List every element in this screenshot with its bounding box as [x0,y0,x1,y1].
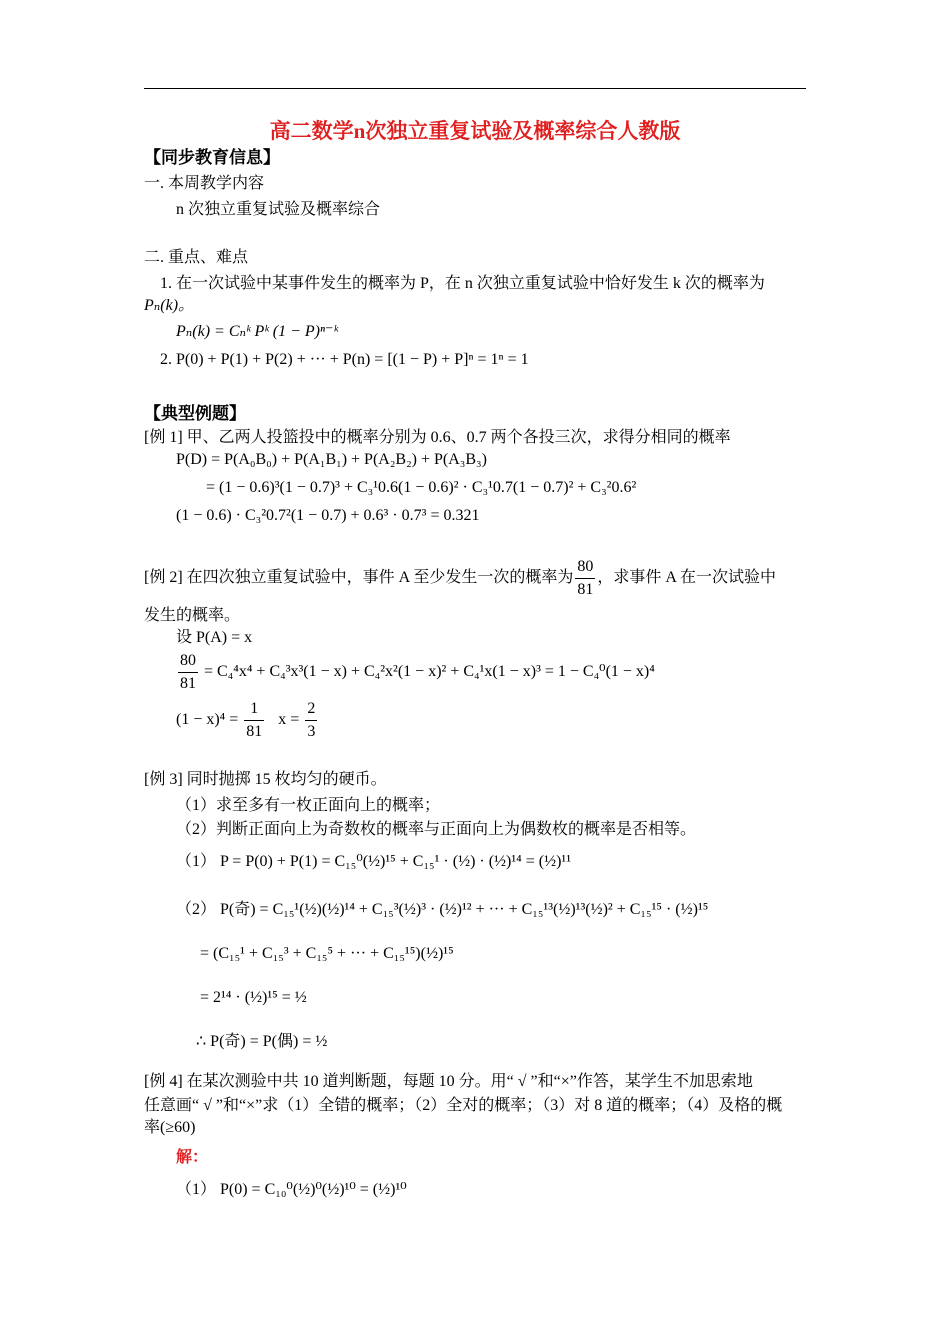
example-4-line-3: 率(≥60) [144,1119,196,1136]
section-heading-info: 【同步教育信息】 [144,148,280,167]
example-3-conclusion: ∴ P(奇) = P(偶) = ½ [196,1033,328,1050]
example-2-expansion: = C₄⁴x⁴ + C₄³x³(1 − x) + C₄²x²(1 − x)² + C₄¹x(1 − x)³ = 1 − C₄⁰(1 − x)⁴ [204,663,655,681]
formula-binomial: Pₙ(k) = Cₙᵏ Pᵏ (1 − P)ⁿ⁻ᵏ [176,323,338,340]
fraction-denominator: 81 [246,723,263,740]
fraction-denominator: 81 [180,675,196,692]
point-1-symbol: Pₙ(k)。 [144,297,195,314]
point-1-text: 1. 在一次试验中某事件发生的概率为 P，在 n 次独立重复试验中恰好发生 k 次的概率为 [160,275,765,292]
example-4-answer-1: （1） P(0) = C₁₀⁰(½)⁰(½)¹⁰ = (½)¹⁰ [176,1181,407,1198]
fraction-numerator: 2 [305,698,317,721]
example-3-q1: （1）求至多有一枚正面向上的概率； [176,797,441,814]
fraction [178,650,198,695]
example-1-question: [例 1] 甲、乙两人投篮投中的概率分别为 0.6、0.7 两个各投三次，求得分相同的概率 [144,429,731,446]
fraction-numerator: 80 [575,556,595,579]
fraction-denominator: 3 [307,723,316,740]
example-1-formula-1: P(D) = P(A₀B₀) + P(A₁B₁) + P(A₂B₂) + P(A₃B₃) [176,451,487,468]
formula-sum: 2. P(0) + P(1) + P(2) + ··· + P(n) = [(1 − P) + P]ⁿ = 1ⁿ = 1 [160,351,529,368]
fraction-denominator: 81 [577,581,594,598]
example-2-question [144,556,776,601]
fraction [305,698,317,743]
example-3-answer-3: = (C₁₅¹ + C₁₅³ + C₁₅⁵ + ··· + C₁₅¹⁵)(½)¹⁵ [200,945,454,962]
solution-label: 解： [176,1149,209,1166]
example-1-formula-2: = (1 − 0.6)³(1 − 0.7)³ + C₃¹0.6(1 − 0.6)² · C₃¹0.7(1 − 0.7)² + C₃²0.6² [206,479,637,496]
example-3-answer-2: （2） P(奇) = C₁₅¹(½)(½)¹⁴ + C₁₅³(½)³ · (½)¹² + ··· + C₁₅¹³(½)¹³(½)² + C₁₅¹⁵ · (½)¹⁵ [176,901,709,918]
page-title: 高二数学n次独立重复试验及概率综合人教版 [269,119,681,143]
section-1-text: n 次独立重复试验及概率综合 [176,201,381,218]
example-4-line-2: 任意画“ √ ”和“×”求（1）全错的概率；（2）全对的概率；（3）对 8 道的概率；（4）及格的概 [144,1097,783,1114]
example-3-answer-1: （1） P = P(0) + P(1) = C₁₅⁰(½)¹⁵ + C₁₅¹ · (½) · (½)¹⁴ = (½)¹¹ [176,853,572,870]
section-2-label: 二. 重点、难点 [144,249,249,266]
example-3-question: [例 3] 同时抛掷 15 枚均匀的硬币。 [144,771,387,788]
example-2-text-c: 发生的概率。 [144,607,241,624]
example-2-formula-1: 设 P(A) = x [176,629,253,646]
fraction [244,698,264,743]
section-1-label: 一. 本周教学内容 [144,175,265,192]
example-2-text-a: [例 2] 在四次独立重复试验中，事件 A 至少发生一次的概率为 [144,569,574,587]
example-2-text-b: ，求事件 A 在一次试验中 [597,569,777,587]
example-2-formula-3-a: (1 − x)⁴ = [176,711,239,729]
section-heading-examples: 【典型例题】 [144,404,246,423]
fraction-numerator: 1 [244,698,264,721]
example-2-formula-2 [176,650,655,695]
fraction-numerator: 80 [178,650,198,673]
top-rule [144,88,806,89]
example-3-answer-4: = 2¹⁴ · (½)¹⁵ = ½ [200,989,307,1006]
example-2-formula-3 [176,698,319,743]
example-1-formula-3: (1 − 0.6) · C₃²0.7²(1 − 0.7) + 0.6³ · 0.7³ = 0.321 [176,507,480,524]
fraction [575,556,595,601]
example-4-line-1: [例 4] 在某次测验中共 10 道判断题，每题 10 分。用“ √ ”和“×”作答，某学生不加思索地 [144,1073,753,1090]
example-3-q2: （2）判断正面向上为奇数枚的概率与正面向上为偶数枚的概率是否相等。 [176,821,697,838]
example-2-formula-3-b: x = [278,711,300,729]
